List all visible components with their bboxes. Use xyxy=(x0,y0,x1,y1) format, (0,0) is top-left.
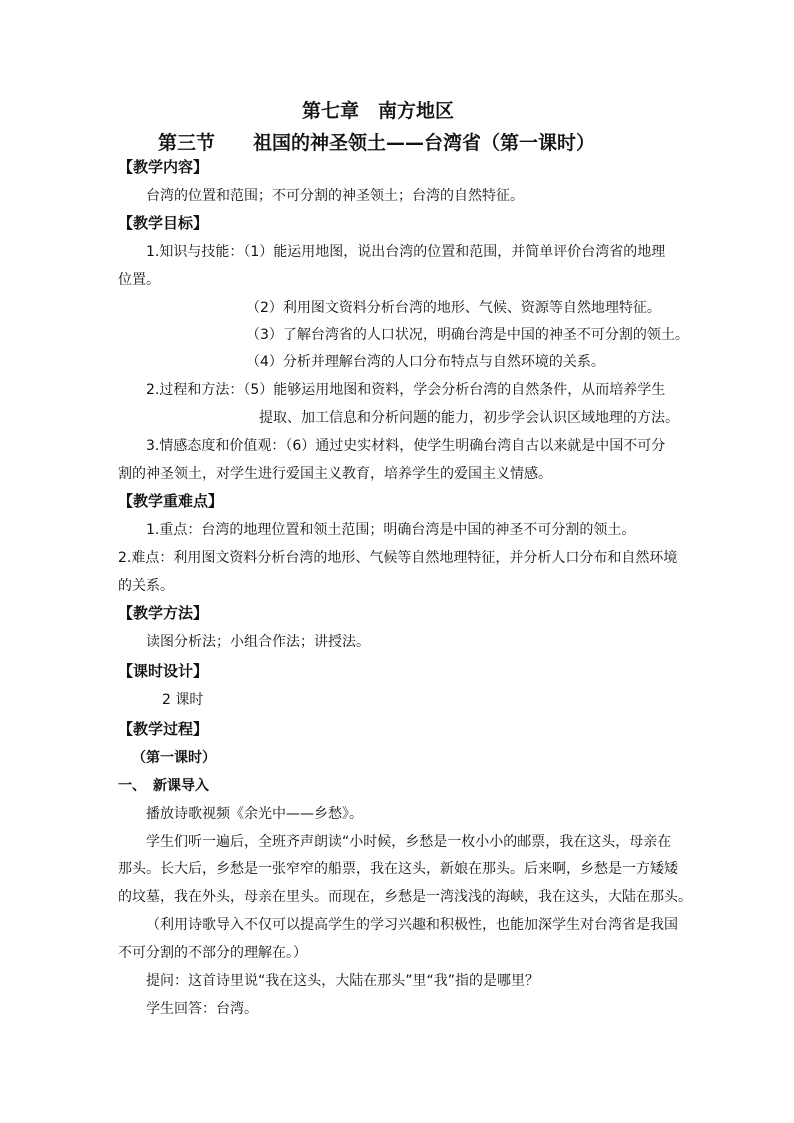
objective-line-4: （4）分析并理解台湾的人口分布特点与自然环境的关系。 xyxy=(246,354,605,370)
process-para-2a: 学生们听一遍后，全班齐声朗读“小时候，乡愁是一枚小小的邮票，我在这头，母亲在 xyxy=(146,834,672,850)
content-text: 台湾的位置和范围；不可分割的神圣领土；台湾的自然特征。 xyxy=(146,188,524,204)
objectives-heading: 【教学目标】 xyxy=(118,214,209,232)
objective-line-6: 3.情感态度和价值观：（6）通过史实材料，使学生明确台湾自古以来就是中国不可分 xyxy=(146,438,666,454)
keypoint-line-1: 1.重点：台湾的地理位置和领土范围；明确台湾是中国的神圣不可分割的领土。 xyxy=(146,522,636,538)
process-para-3a: （利用诗歌导入不仅可以提高学生的学习兴趣和积极性，也能加深学生对台湾省是我国 xyxy=(146,917,678,933)
objective-line-6b: 割的神圣领土，对学生进行爱国主义教育，培养学生的爱国主义情感。 xyxy=(118,466,552,482)
section-title: 第三节 祖国的神圣领土——台湾省（第一课时） xyxy=(158,132,596,154)
answer-text: 学生回答：台湾。 xyxy=(146,1001,258,1017)
keypoint-line-2b: 的关系。 xyxy=(118,578,174,594)
process-para-3b: 不可分割的不部分的理解在。） xyxy=(118,945,307,961)
question-text: 提问：这首诗里说“我在这头，大陆在那头”里“我”指的是哪里？ xyxy=(146,973,540,989)
process-para-1: 播放诗歌视频《余光中——乡愁》。 xyxy=(146,806,363,822)
objective-line-1b: 位置。 xyxy=(118,272,160,288)
lesson-label: （第一课时） xyxy=(132,750,216,766)
content-heading: 【教学内容】 xyxy=(118,158,209,176)
objective-line-2: （2）利用图文资料分析台湾的地形、气候、资源等自然地理特征。 xyxy=(246,300,661,316)
process-heading: 【教学过程】 xyxy=(118,720,209,738)
process-para-2b: 那头。长大后，乡愁是一张窄窄的船票，我在这头，新娘在那头。后来啊，乡愁是一方矮矮 xyxy=(118,861,678,877)
keypoints-heading: 【教学重难点】 xyxy=(118,492,224,510)
keypoint-line-2: 2.难点：利用图文资料分析台湾的地形、气候等自然地理特征，并分析人口分布和自然环境 xyxy=(118,550,678,566)
schedule-text: 2 课时 xyxy=(162,692,204,708)
objective-line-5: 2.过程和方法：（5）能够运用地图和资料，学会分析台湾的自然条件，从而培养学生 xyxy=(146,382,666,398)
chapter-title: 第七章 南方地区 xyxy=(302,100,455,122)
step-1-heading: 一、 新课导入 xyxy=(118,778,209,794)
process-para-2c: 的坟墓，我在外头，母亲在里头。而现在，乡愁是一湾浅浅的海峡，我在这头，大陆在那头。 xyxy=(118,889,692,905)
methods-text: 读图分析法；小组合作法；讲授法。 xyxy=(146,634,370,650)
methods-heading: 【教学方法】 xyxy=(118,604,209,622)
objective-line-3: （3）了解台湾省的人口状况，明确台湾是中国的神圣不可分割的领土。 xyxy=(246,327,689,343)
objective-line-1: 1.知识与技能：（1）能运用地图，说出台湾的位置和范围，并简单评价台湾省的地理 xyxy=(146,244,666,260)
schedule-heading: 【课时设计】 xyxy=(118,662,209,680)
objective-line-5b: 提取、加工信息和分析问题的能力，初步学会认识区域地理的方法。 xyxy=(259,410,679,426)
